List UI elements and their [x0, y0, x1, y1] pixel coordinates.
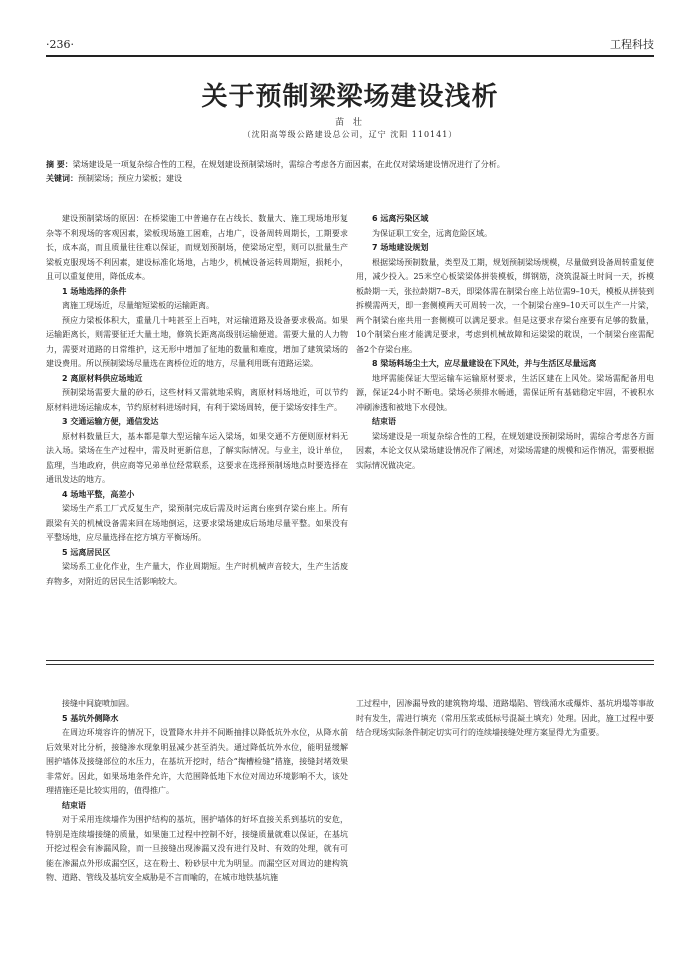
section-divider-top: [46, 660, 654, 661]
paragraph: 在周边环境容许的情况下，设置降水井并不间断抽排以降低坑外水位，从降水前后效果对比分析，接缝渗水现象明显减少甚至消失。通过降低坑外水位，能明显缓解围护墙体及接缝部位的水压力，在基坑开挖时，结合“掏槽检缝”措施，接缝封堵效果非常好。因此，如果场地条件允许，大范围降低地下水位对周边环境影响不大，该处理措施还是比较实用的，值得推广。: [46, 728, 348, 795]
section-heading: 2 离原材料供应场地近: [62, 373, 143, 383]
conclusion-heading: 结束语: [62, 800, 86, 810]
continuation-column-right: [356, 697, 654, 741]
paragraph: 根据梁场预制数量，类型及工期，规划预制梁场规模，尽量做到设备周转重复使用，减少投入。25米空心板梁梁体拼装模板，绑钢筋，浇筑混凝土时间一天，拆模板龄期一天，张拉龄期7–8天，即梁体需在制梁台座上站位需9–10天，模板从拼装到拆模需两天，即一套侧模两天可周转一次，一个制梁台座9–10天可以生产一片梁，两个制梁台座共用一套侧模可以满足要求。但是这要求存梁台座要有足够的数量，10个制梁台座才能满足要求，考虑到机械故障和运梁梁的耽误，一个制梁台座需配备2个存梁台座。: [356, 257, 654, 354]
body-column-right: [356, 212, 654, 473]
article-title: 关于预制梁梁场建设浅析: [201, 82, 499, 112]
abstract-text: 梁场建设是一项复杂综合性的工程，在规划建设预制梁场时，需综合考虑各方面因素，在此仅对梁场建设情况进行了分析。: [72, 160, 505, 169]
paragraph: 对于采用连续墙作为围护结构的基坑，围护墙体的好坏直接关系到基坑的安危，特别是连续墙接缝的质量，如果施工过程中控制不好，接缝质量就难以保证，在基坑开挖过程会有渗漏风险，而一旦接缝出现渗漏又没有进行及时、有效的处理，就有可能在渗漏点外形成漏空区，这在粉土、粉砂层中尤为明显。而漏空区对周边的建构筑物、道路、管线及基坑安全威胁是不言而喻的，在城市地铁基坑施: [46, 815, 348, 882]
abstract-line: [46, 158, 654, 172]
section-heading: 5 远离居民区: [62, 547, 111, 557]
paragraph: 地坪需能保证大型运输车运输原材要求，生活区建在上风处。梁场需配备用电源，保证24小时不断电。梁场必须排水畅通，需保证所有基础稳定牢固，不被积水冲刷渗透和被地下水侵蚀。: [356, 373, 654, 412]
body-column-left: [46, 212, 348, 589]
section-heading: 3 交通运输方便，通信发达: [62, 417, 159, 426]
keywords-text: 预制梁场；预应力梁板；建设: [78, 174, 182, 183]
header-rule: [46, 55, 654, 57]
section-heading: 1 场地选择的条件: [62, 286, 127, 296]
article-author: 苗 壮: [335, 118, 365, 128]
paragraph: 原材料数量巨大，基本都是靠大型运输车运入梁场，如果交通不方便则原材料无法入场。梁场在生产过程中，需及时更新信息，了解实际情况。与业主，设计单位，监理，当地政府，供应商等兄弟单位经常联系，这要求在选择预制场地点时要选择在通讯发达的地方。: [46, 431, 348, 484]
continuation-column-left: [46, 697, 348, 886]
paragraph: 预应力梁板体积大，重量几十吨甚至上百吨，对运输道路及设备要求极高。如果运输距离长，则需要征迁大量土地，修筑长距离高级别运输便道。需要大量的人力物力，需要对道路的日常维护，这无形中增加了征地的数量和难度，增加了建筑梁场的建设费用。所以预制梁场尽量选在离桥位近的地方，尽量利用既有道路运梁。: [46, 315, 348, 368]
keywords-line: [46, 172, 654, 186]
section-heading: 8 梁场料场尘土大，应尽量建设在下风处，并与生活区尽量远离: [372, 359, 597, 368]
section-heading: 7 场地建设规划: [372, 243, 429, 252]
keywords-label: 关键词：: [46, 174, 78, 183]
paragraph: 预制梁场需要大量的砂石，这些材料又需就地采购，离原材料场地近，可以节约原材料进场运输成本，节约原材料进场时间，有利于梁场周转，便于梁场安排生产。: [46, 388, 348, 412]
paragraph: 离施工现场近，尽量缩短梁板的运输距离。: [62, 301, 214, 310]
paragraph: 梁场系工业化作业，生产量大，作业周期短。生产时机械声音较大，生产生活废弃物多，对附近的居民生活影响较大。: [46, 562, 348, 586]
section-heading: 6 远离污染区域: [372, 214, 429, 223]
paragraph: 梁场建设是一项复杂综合性的工程，在规划建设预制梁场时，需综合考虑各方面因素，本论文仅从梁场建设情况作了阐述，对梁场需建的规模和运作情况，需要根据实际情况做决定。: [356, 431, 654, 470]
section-heading: 4 场地平整，高差小: [62, 489, 135, 499]
paragraph: 梁场生产系工厂式反复生产，梁预制完成后需及时运离台座到存梁台座上。所有跟梁有关的机械设备需来回在场地倒运，这要求梁场建成后场地尽量平整。如果没有平整场地，应尽量选择在挖方填方平衡场所。: [46, 504, 348, 542]
article-affiliation: （沈阳高等级公路建设总公司，辽宁 沈阳 110141）: [242, 130, 458, 139]
paragraph: 为保证职工安全，远离危险区域。: [372, 228, 492, 238]
paragraph: 工过程中，因渗漏导致的建筑物垮塌、道路塌陷、管线涌水或爆炸、基坑坍塌等事故时有发生，需进行填充（常用压浆或低标号混凝土填充）处理。因此，施工过程中要结合现场实际条件制定切实可行的连续墙接缝处理方案显得尤为重要。: [356, 699, 654, 737]
section-divider-bottom: [46, 664, 654, 665]
section-heading: 5 基坑外侧降水: [62, 713, 119, 723]
abstract-label: 摘 要：: [46, 160, 73, 169]
abstract-block: [46, 158, 654, 186]
paragraph: 接缝中间旋喷加固。: [62, 699, 134, 708]
page-number: ·236·: [46, 38, 74, 51]
journal-section: 工程科技: [610, 38, 654, 51]
intro-paragraph: 建设预制梁场的原因：在桥梁施工中普遍存在占线长、数量大、施工现场地形复杂等不利现场的客观因素，梁板现场施工困难，占地广，设备周转周期长，工期要求长，成本高，而且质量往往难以保证，而规划预制场，使梁场定型，则可以批量生产梁板克服现场不利因素，建设标准化场地，占地少，机械设备运转周期短，损耗小，且可以重复使用，降低成本。: [46, 214, 348, 281]
conclusion-heading: 结束语: [372, 417, 396, 426]
